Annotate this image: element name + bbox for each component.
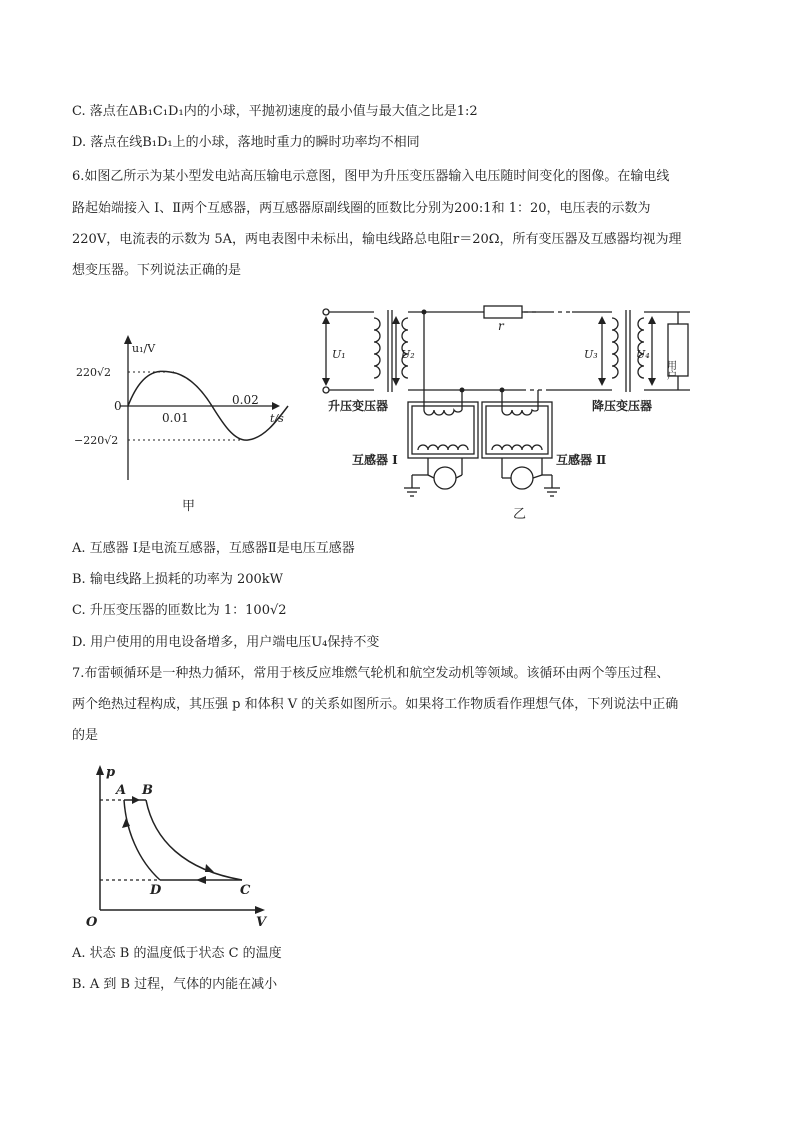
trough-label: −220√2 [74,434,119,447]
t-axis-arrow [272,402,280,410]
q5-option-d: D. 落点在线B₁D₁上的小球，落地时重力的瞬时功率均不相同 [72,135,420,150]
origin-label: 0 [114,399,122,413]
step-down-label: 降压变压器 [592,399,653,413]
q6-option-d: D. 用户使用的用电设备增多，用户端电压U₄保持不变 [72,635,380,650]
u2-label: U₂ [401,348,415,361]
p-axis-label: p [106,765,116,780]
u1-label: U₁ [332,348,346,361]
peak-label: 220√2 [76,366,112,379]
figure-yi-transmission-diagram [312,300,712,525]
q6-option-b: B. 输电线路上损耗的功率为 200kW [72,572,284,587]
figure-jia-sine-graph [70,330,300,520]
q6-option-a: A. 互感器 I是电流互感器，互感器Ⅱ是电压互感器 [72,541,355,556]
figure-pv-cycle [84,760,284,930]
q7-stem-line3: 的是 [72,728,99,743]
resistor-label: r [498,319,504,333]
q6-option-c: C. 升压变压器的匝数比为 1：100√2 [72,603,287,618]
q6-stem-line3: 220V，电流表的示数为 5A，两电表图中未标出，输电线路总电阻r＝20Ω，所有变压器及互感器均视为理 [72,232,682,247]
q6-stem-line1: 6.如图乙所示为某小型发电站高压输电示意图，图甲为升压变压器输入电压随时间变化的图像。在输电线 [72,169,670,184]
point-c-label: C [240,883,251,898]
tick-001: 0.01 [162,411,189,425]
q7-option-b: B. A 到 B 过程，气体的内能在减小 [72,977,278,992]
user-label: 用户 [664,360,676,380]
q7-stem-line1: 7.布雷顿循环是一种热力循环，常用于核反应堆燃气轮机和航空发动机等领域。该循环由两个等压过程、 [72,666,670,681]
origin-o-label: O [86,915,98,930]
ct-i-label: 互感器 I [352,453,398,467]
q7-stem-line2: 两个绝热过程构成，其压强 p 和体积 V 的关系如图所示。如果将工作物质看作理想气体，下列说法中正确 [72,697,679,712]
caption-yi: 乙 [513,507,527,522]
xlabel: t/s [270,412,284,425]
point-a-label: A [116,783,127,798]
ct-ii-label: 互感器 Ⅱ [556,453,607,467]
caption-jia: 甲 [182,499,196,514]
q5-option-c: C. 落点在ΔB₁C₁D₁内的小球，平抛初速度的最小值与最大值之比是1:2 [72,104,478,119]
q6-stem-line2: 路起始端接入 I、Ⅱ两个互感器，两互感器原副线圈的匝数比分别为200:1和 1：20，电压表的示数为 [72,201,651,216]
point-b-label: B [142,783,153,798]
step-up-label: 升压变压器 [328,399,389,413]
point-d-label: D [150,883,162,898]
u-axis-arrow [124,335,132,344]
q6-stem-line4: 想变压器。下列说法正确的是 [72,263,242,278]
u4-label: U₄ [636,348,650,361]
q7-option-a: A. 状态 B 的温度低于状态 C 的温度 [72,946,282,961]
tick-002: 0.02 [232,393,259,407]
ylabel: u₁/V [132,342,156,355]
u3-label: U₃ [584,348,598,361]
v-axis-label: V [256,915,267,930]
